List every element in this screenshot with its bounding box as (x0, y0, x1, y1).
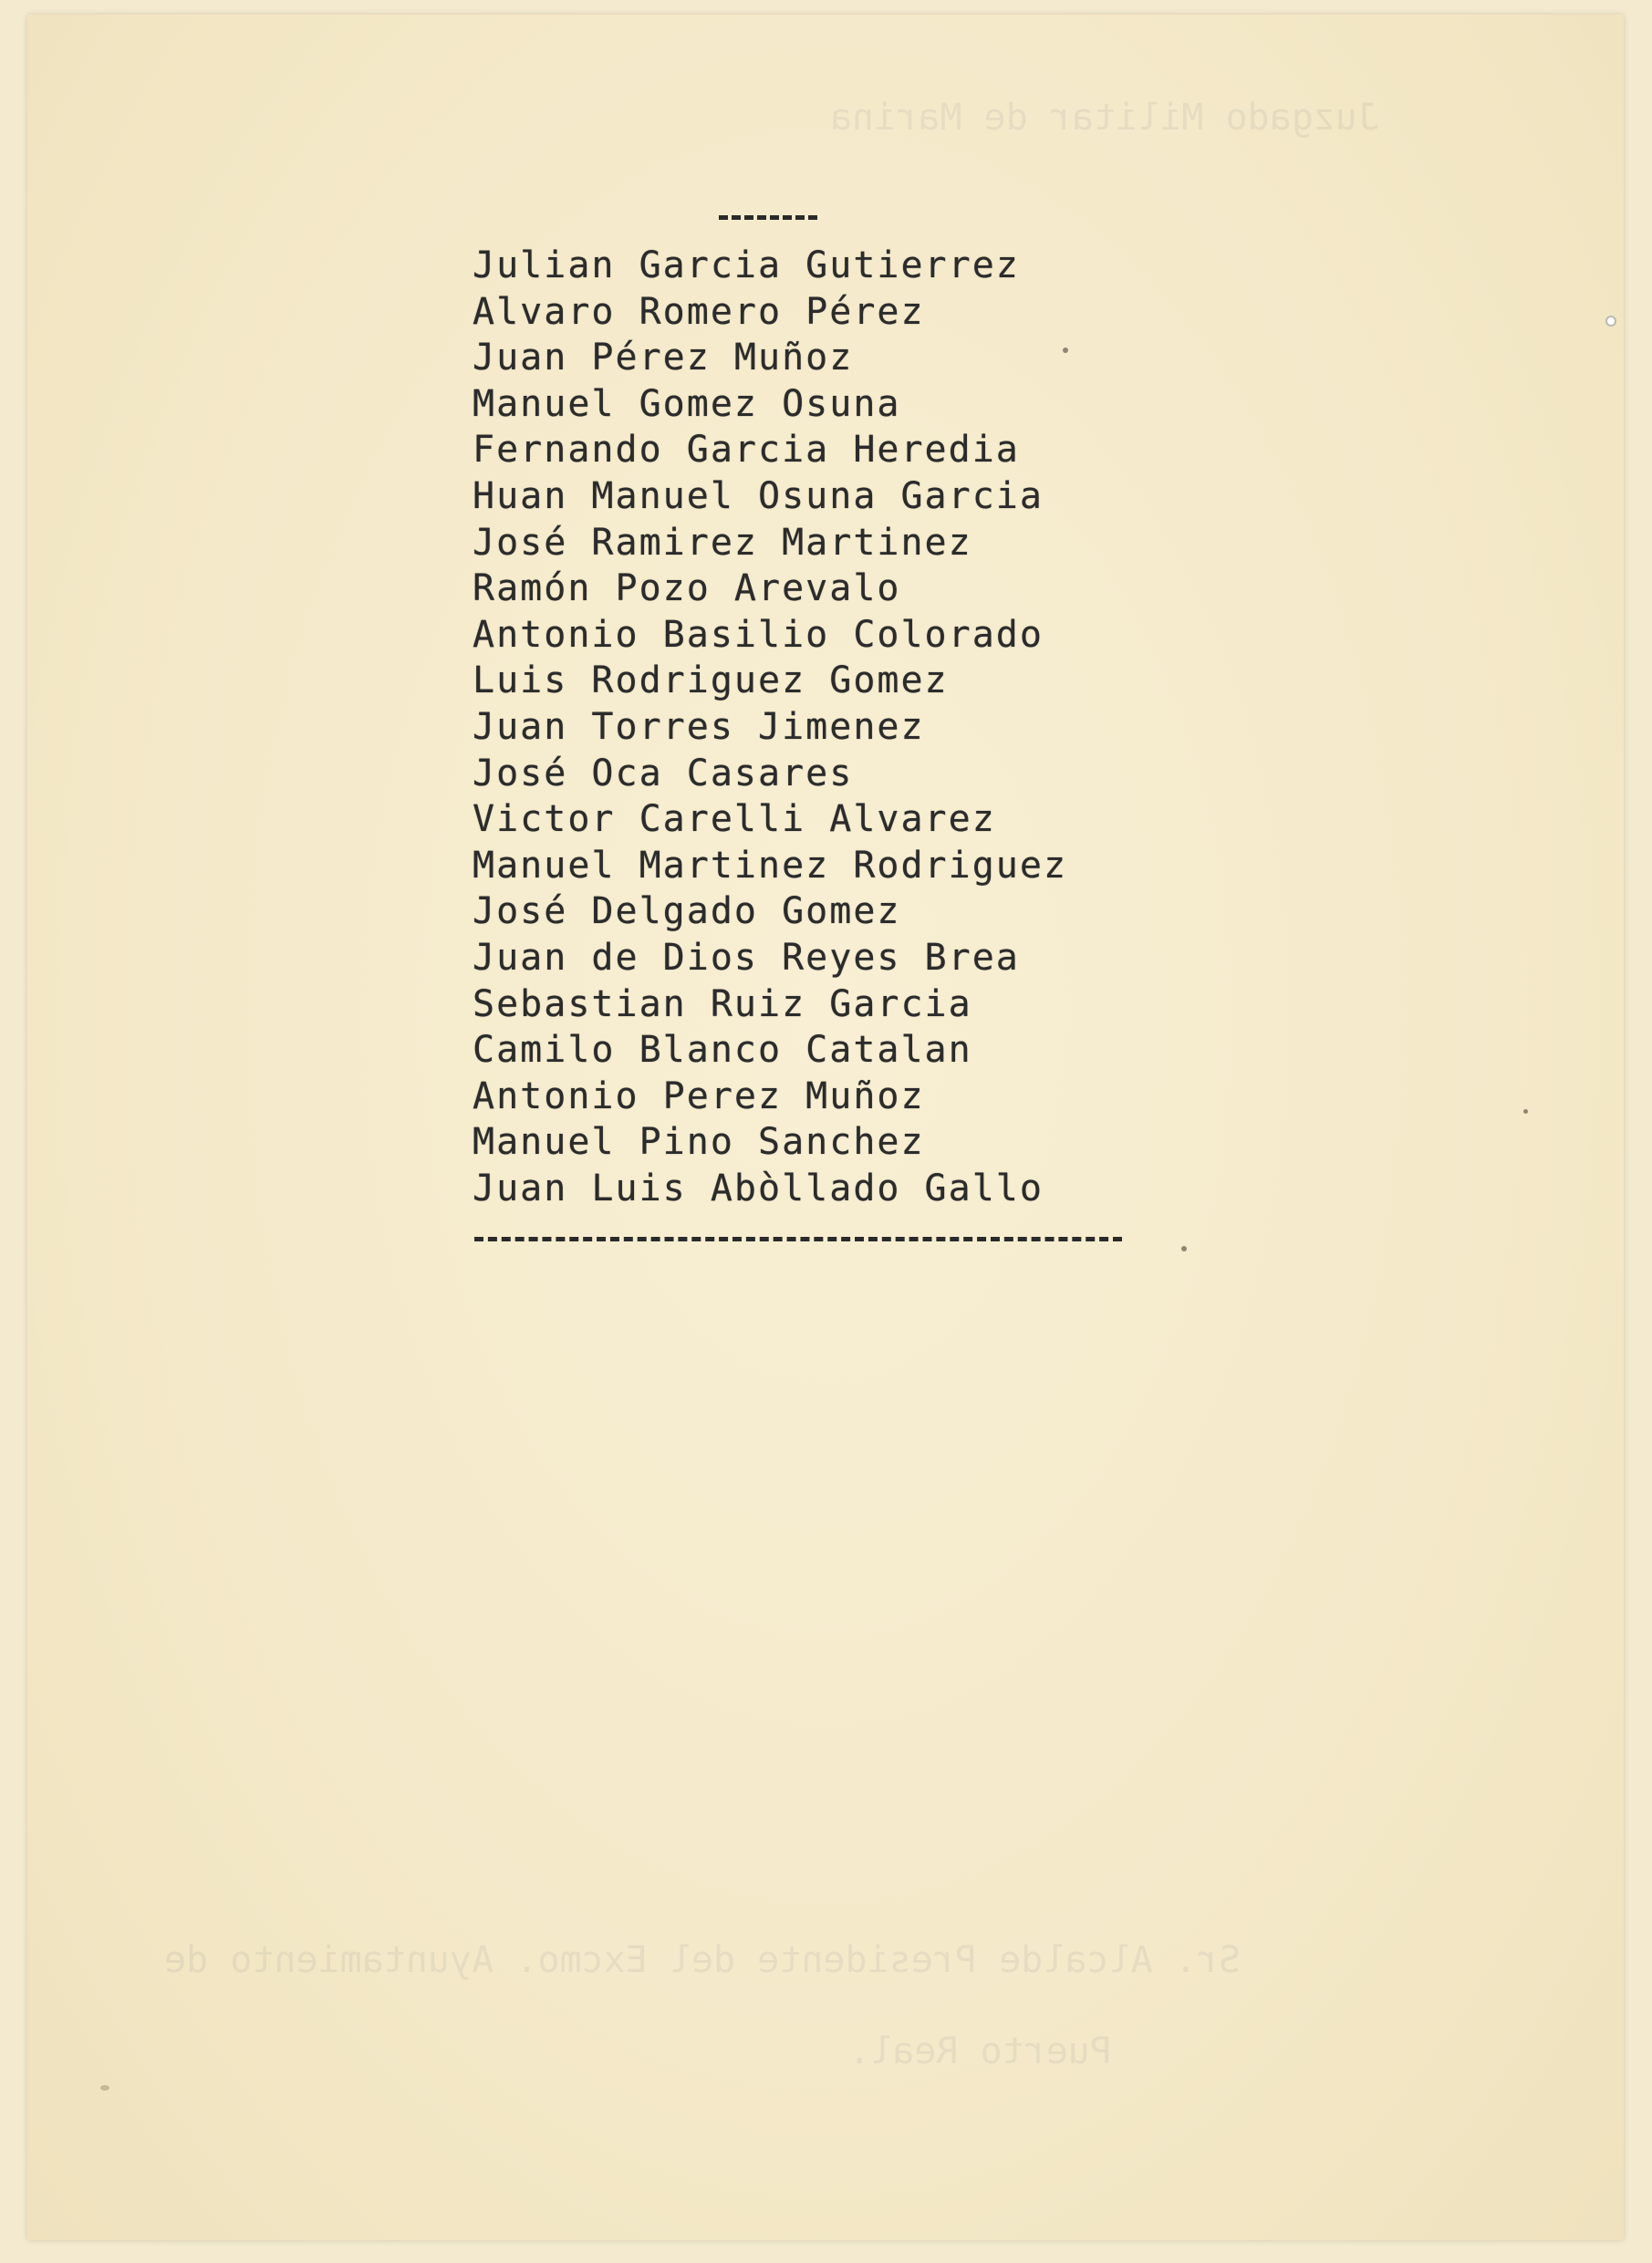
name-entry: Victor Carelli Alvarez (473, 798, 996, 841)
name-entry: Manuel Pino Sanchez (473, 1121, 925, 1164)
document-page (27, 15, 1624, 2240)
name-entry: Sebastian Ruiz Garcia (473, 982, 972, 1025)
ink-speck (100, 2085, 109, 2091)
reverse-side-bleed: Juzgado Militar de Marina (830, 97, 1380, 139)
name-entry: Ramón Pozo Arevalo (473, 567, 901, 610)
name-entry: Juan Torres Jimenez (473, 705, 925, 748)
name-entry: Camilo Blanco Catalan (473, 1029, 972, 1072)
name-entry: Manuel Gomez Osuna (473, 382, 901, 425)
ink-speck (1063, 348, 1068, 353)
name-entry: José Ramirez Martinez (473, 521, 972, 564)
top-separator (719, 215, 817, 220)
name-entry: Juan Luis Abòllado Gallo (473, 1167, 1044, 1209)
name-entry: Antonio Perez Muñoz (473, 1074, 925, 1117)
reverse-side-bleed: Puerto Real. (848, 2030, 1112, 2072)
name-entry: Huan Manuel Osuna Garcia (473, 474, 1044, 517)
name-entry: Antonio Basilio Colorado (473, 613, 1044, 656)
name-entry: Luis Rodriguez Gomez (473, 659, 949, 702)
name-entry: José Oca Casares (473, 752, 854, 794)
name-entry: Alvaro Romero Pérez (473, 290, 925, 333)
name-list (473, 243, 1067, 1211)
ink-speck (1605, 316, 1616, 327)
name-entry: Julian Garcia Gutierrez (473, 244, 1020, 286)
ink-speck (1523, 1109, 1528, 1114)
bottom-separator (474, 1237, 1122, 1241)
name-entry: Juan Pérez Muñoz (473, 337, 854, 379)
ink-speck (1181, 1246, 1187, 1251)
name-entry: Juan de Dios Reyes Brea (473, 936, 1020, 979)
name-entry: Manuel Martinez Rodriguez (473, 844, 1068, 887)
name-entry: José Delgado Gomez (473, 890, 901, 933)
name-entry: Fernando Garcia Heredia (473, 429, 1020, 472)
reverse-side-bleed: Sr. Alcalde Presidente del Excmo. Ayuntamiento de (164, 1939, 1242, 1981)
